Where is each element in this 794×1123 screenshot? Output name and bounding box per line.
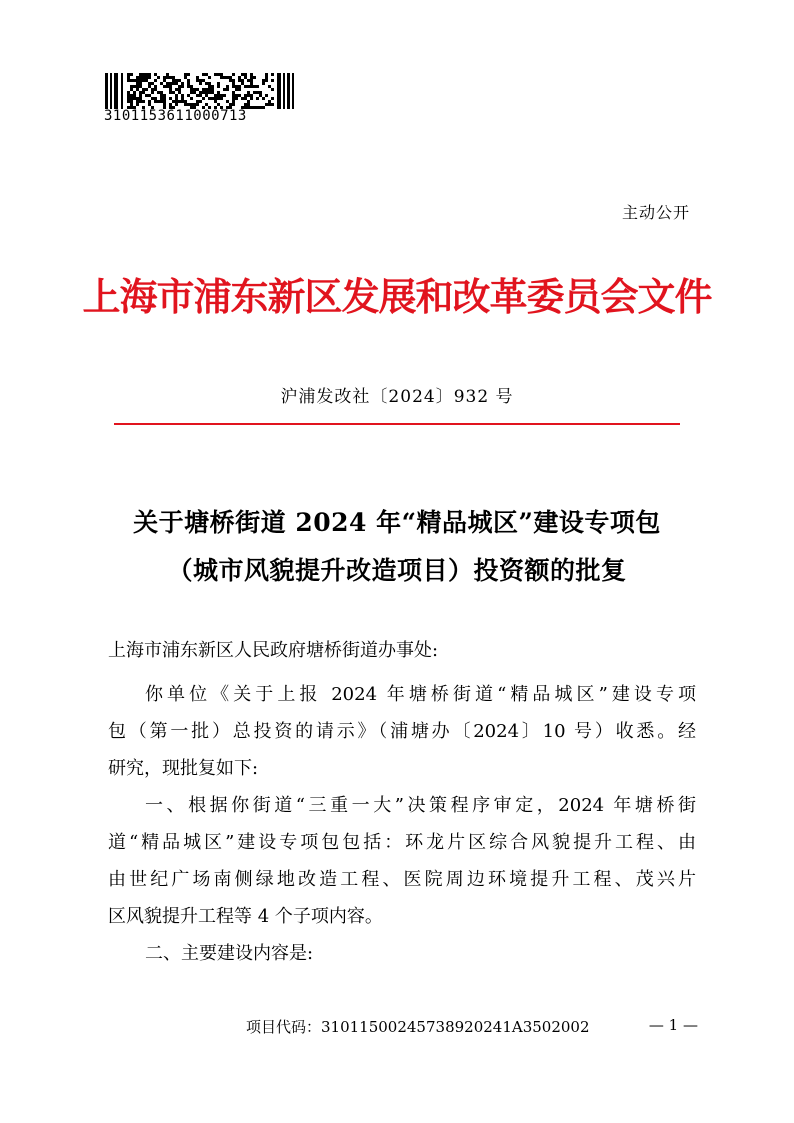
disclosure-label: 主动公开 [621, 203, 690, 222]
paragraph-line: 二、主要建设内容是: [145, 943, 314, 964]
document-title-line-2: （城市风貌提升改造项目）投资额的批复 [167, 556, 627, 585]
addressee: 上海市浦东新区人民政府塘桥街道办事处: [108, 640, 439, 661]
paragraph-line: 由世纪广场南侧绿地改造工程、医院周边环境提升工程、茂兴片 [108, 869, 696, 890]
project-code: 项目代码：31011500245738920241A3502002 [246, 1018, 590, 1036]
paragraph-line: 你单位《关于上报 2024 年塘桥街道“精品城区”建设专项 [145, 684, 696, 705]
paragraph-line: 包（第一批）总投资的请示》（浦塘办〔2024〕10 号）收悉。经 [108, 721, 696, 742]
barcode-number: 3101153611000713 [104, 108, 247, 124]
page-number: — 1 — [648, 1016, 698, 1034]
red-divider [114, 423, 680, 425]
paragraph-line: 研究，现批复如下: [108, 758, 259, 779]
paragraph-line: 道“精品城区”建设专项包包括：环龙片区综合风貌提升工程、由 [108, 832, 696, 853]
paragraph-line: 一、根据你街道“三重一大”决策程序审定，2024 年塘桥街 [145, 795, 696, 816]
paragraph-line: 区风貌提升工程等 4 个子项内容。 [108, 906, 383, 927]
document-number: 沪浦发改社〔2024〕932 号 [280, 387, 514, 407]
issuer-header: 上海市浦东新区发展和改革委员会文件 [82, 274, 712, 319]
barcode [105, 73, 295, 109]
document-title-line-1: 关于塘桥街道 2024 年“精品城区”建设专项包 [133, 508, 661, 537]
